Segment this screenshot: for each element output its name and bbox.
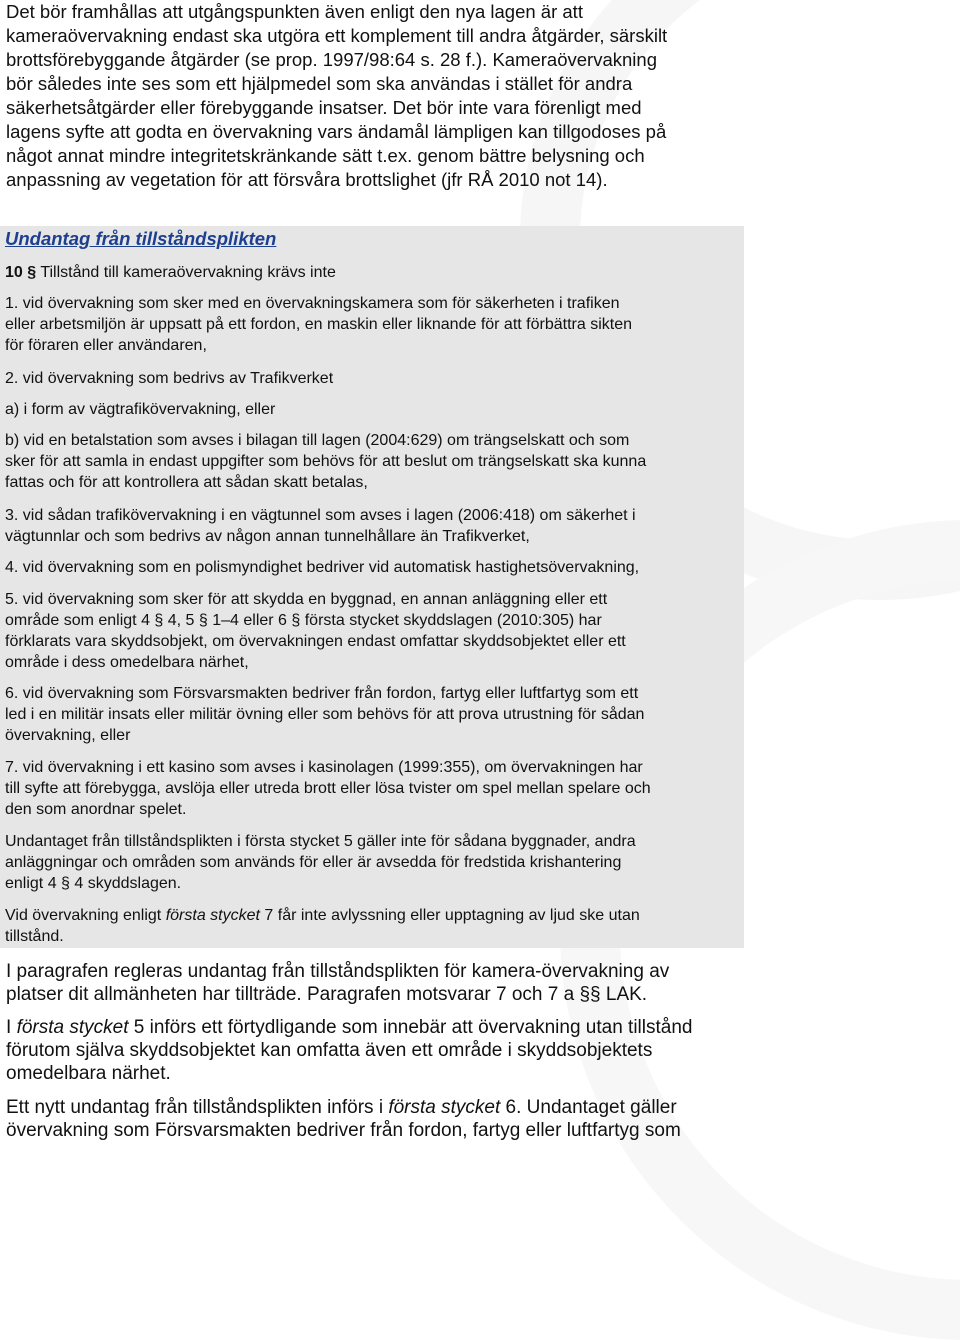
item-line [5,905,640,926]
section-sign: § [27,264,37,281]
item-line: a) i form av vägtrafikövervakning, eller [5,401,276,418]
intro-line: bör således inte ses som ett hjälpmedel som ska användas i stället för andra [6,73,633,94]
item-3 [5,505,636,547]
law-text-box [0,226,744,948]
item-line: 2. vid övervakning som bedrivs av Trafikverket [5,370,334,387]
intro-line: säkerhetsåtgärder eller förebyggande insatser. Det bör inte vara förenligt med [6,97,642,118]
item-4 [5,557,639,578]
paragraph-line: omedelbara närhet. [6,1063,171,1084]
intro-line: Det bör framhållas att utgångspunkten även enligt den nya lagen är att [6,1,583,22]
item-line: 4. vid övervakning som en polismyndighet bedriver vid automatisk hastighetsövervakning, [5,559,640,576]
item-2b [5,430,646,493]
paragraph-line: platser dit allmänheten har tillträde. Paragrafen motsvarar 7 och 7 a §§ LAK. [6,984,648,1005]
intro-line: lagens syfte att godta en övervakning vars ändamål lämpligen kan tillgodoses på [6,121,667,142]
item-2 [5,368,333,389]
paragraph-line: övervakning som Försvarsmakten bedriver från fordon, fartyg eller luftfartyg som [6,1120,681,1141]
item-line: område som enligt 4 § 4, 5 § 1–4 eller 6 § första stycket skyddslagen (2010:305) har [5,612,602,629]
text: I [6,1017,17,1038]
box-heading: Undantag från tillståndsplikten [5,228,277,249]
text: 6. Undantaget gäller [500,1097,677,1118]
italic-text: första stycket [165,907,260,924]
item-line: till syfte att förebygga, avslöja eller utreda brott eller lösa tvister om spel mellan spelare och [5,780,651,797]
item-6 [5,683,644,746]
item-line: 6. vid övervakning som Försvarsmakten bedriver från fordon, fartyg eller luftfartyg som ett [5,685,639,702]
item-5 [5,589,626,673]
item-line: tillstånd. [5,928,64,945]
item-line: sker för att samla in endast uppgifter som behövs för att beslut om trängselskatt ska kunna [5,453,647,470]
intro-line: kameraövervakning endast ska utgöra ett komplement till andra åtgärder, särskilt [6,25,668,46]
item-line: fattas och för att kontrollera att sådan skatt betalas, [5,474,368,491]
section-title-text: Tillstånd till kameraövervakning krävs inte [40,264,336,281]
paragraph-line: I paragrafen regleras undantag från tillståndsplikten för kamera-övervakning av [6,961,670,982]
item-line: eller arbetsmiljön är uppsatt på ett fordon, en maskin eller liknande för att förbättra sikten [5,316,632,333]
item-line: vägtunnlar och som bedrivs av någon annan tunnelhållare än Trafikverket, [5,528,530,545]
text: Vid övervakning enligt [5,907,166,924]
paragraph-line [6,1016,951,1039]
paragraph-line: förutom själva skyddsobjektet kan omfatta även ett område i skyddsobjektets [6,1040,653,1061]
item-line: övervakning, eller [5,727,131,744]
item-line: förklarats vara skyddsobjekt, om övervakningen endast omfattar skyddsobjektet eller ett [5,633,626,650]
audio-restriction-paragraph [5,905,640,947]
item-line: 1. vid övervakning som sker med en övervakningskamera som för säkerheten i trafiken [5,295,620,312]
intro-line: något annat mindre integritetskränkande sätt t.ex. genom bättre belysning och [6,145,645,166]
paragraph-line [6,1096,951,1119]
section-number: 10 [5,264,23,281]
item-7 [5,757,651,820]
intro-paragraph [6,0,951,192]
section-title [5,262,336,283]
intro-line: brottsförebyggande åtgärder (se prop. 1997/98:64 s. 28 f.). Kameraövervakning [6,49,657,70]
item-line: område i dess omedelbara närhet, [5,654,249,671]
item-1 [5,293,632,356]
item-line: 5. vid övervakning som sker för att skydda en byggnad, en annan anläggning eller ett [5,591,608,608]
text: 5 införs ett förtydligande som innebär att övervakning utan tillstånd [128,1017,693,1038]
item-line: Undantaget från tillståndsplikten i första stycket 5 gäller inte för sådana byggnader, andra [5,833,636,850]
commentary-paragraph-1 [6,960,951,1006]
exception-paragraph [5,831,636,894]
text: Ett nytt undantag från tillståndsplikten införs i [6,1097,389,1118]
text: 7 får inte avlyssning eller upptagning av ljud ske utan [259,907,640,924]
italic-text: första stycket [16,1017,129,1038]
italic-text: första stycket [388,1097,501,1118]
item-line: för föraren eller användaren, [5,337,207,354]
item-line: anläggningar och områden som används för eller är avsedda för fredstida krishantering [5,854,622,871]
commentary-paragraph-3 [6,1096,951,1142]
item-line: b) vid en betalstation som avses i bilagan till lagen (2004:629) om trängselskatt och som [5,432,630,449]
item-line: 3. vid sådan trafikövervakning i en vägtunnel som avses i lagen (2006:418) om säkerhet i [5,507,636,524]
item-line: den som anordnar spelet. [5,801,187,818]
item-line: led i en militär insats eller militär övning eller som behövs för att prova utrustning för sådan [5,706,645,723]
item-line: enligt 4 § 4 skyddslagen. [5,875,182,892]
commentary-paragraph-2 [6,1016,951,1085]
item-line: 7. vid övervakning i ett kasino som avses i kasinolagen (1999:355), om övervakningen har [5,759,643,776]
item-2a [5,399,275,420]
intro-line: anpassning av vegetation för att försvåra brottslighet (jfr RÅ 2010 not 14). [6,169,608,190]
